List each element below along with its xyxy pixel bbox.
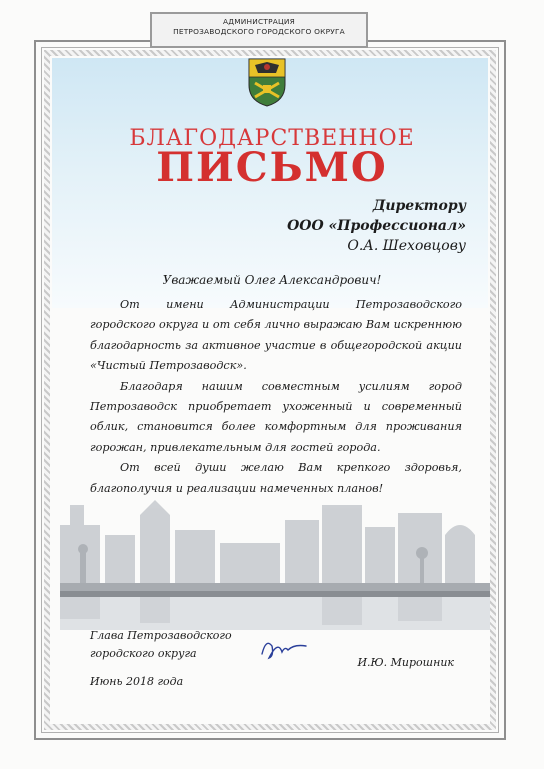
- body-paragraph-1: От имени Администрации Петрозаводского городского округа и от себя лично выражаю Вам искреннюю благодарность за активное участие в общегородской акции «Чистый Петрозаводск».: [90, 298, 462, 373]
- body-paragraph-3: От всей души желаю Вам крепкого здоровья, благополучия и реализации намеченных планов!: [90, 461, 462, 495]
- header-line-1: АДМИНИСТРАЦИЯ: [222, 17, 295, 26]
- recipient-position: Директору: [372, 198, 466, 214]
- header-text: [150, 17, 368, 37]
- city-skyline-illustration: [60, 455, 490, 630]
- signatory-name: И.Ю. Мирошник: [357, 656, 454, 669]
- recipient-name: О.А. Шеховцову: [347, 238, 466, 254]
- title-subheading: БЛАГОДАРСТВЕННОЕ: [129, 126, 415, 151]
- signatory-position-line-1: Глава Петрозаводского: [90, 629, 232, 642]
- body-paragraph-2: Благодаря нашим совместным усилиям город Петрозаводск приобретает ухоженный и современный облик, становится более комфортным для проживания горожан, привлекательным для гостей города.: [90, 379, 462, 454]
- header-line-2: ПЕТРОЗАВОДСКОГО ГОРОДСКОГО ОКРУГА: [173, 27, 345, 36]
- coat-of-arms-icon: [246, 55, 288, 107]
- signatory-position: [90, 627, 232, 663]
- greeting: Уважаемый Олег Александрович!: [162, 273, 382, 287]
- letter-date: Июнь 2018 года: [90, 675, 184, 688]
- signatory-position-line-2: городского округа: [90, 647, 197, 660]
- recipient-company: ООО «Профессионал»: [287, 218, 466, 234]
- title-heading: ПИСЬМО: [156, 144, 388, 191]
- handwritten-signature-icon: [258, 632, 310, 662]
